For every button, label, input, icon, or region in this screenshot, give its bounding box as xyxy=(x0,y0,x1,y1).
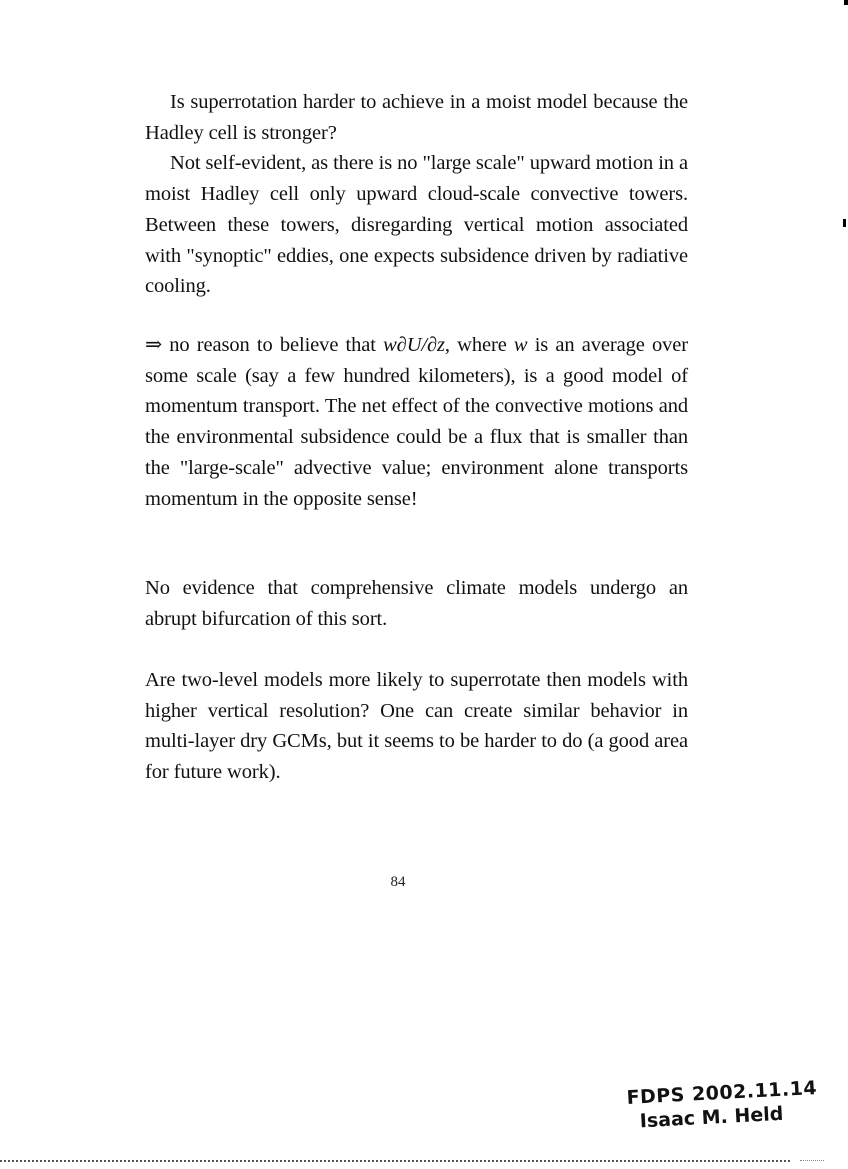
text-run: no reason to believe that xyxy=(162,334,384,356)
scan-mark xyxy=(844,0,848,5)
implication-section xyxy=(145,330,688,514)
implies-arrow-icon: ⇒ xyxy=(145,334,163,356)
text-run: is an average over some scale (say a few hundred kilometers), is a good model of momentum transport. The net effect of the convective motions and the environmental subsidence could be a flux that is smaller than the "large-scale" advective value; environment alone transports momentum in the opposite sense! xyxy=(145,334,688,510)
question-section xyxy=(145,87,688,302)
paragraph-implication xyxy=(145,330,688,514)
math-variable: w xyxy=(513,334,528,356)
paragraph-question: Is superrotation harder to achieve in a moist model because the Hadley cell is stronger? xyxy=(145,91,688,144)
paragraph-evidence: No evidence that comprehensive climate models undergo an abrupt bifurcation of this sort. xyxy=(145,577,688,630)
page-number: 84 xyxy=(390,874,406,890)
text-run: , where xyxy=(444,334,514,356)
paragraph-two-level: Are two-level models more likely to superrotate then models with higher vertical resolution? One can create similar behavior in multi-layer dry GCMs, but it seems to be harder to do (a good area for future work). xyxy=(145,669,688,784)
handwritten-stamp xyxy=(626,1076,819,1134)
stamp-date: FDPS 2002.11.14 xyxy=(626,1077,818,1109)
math-expression: w∂U/∂z xyxy=(383,334,445,356)
bottom-dotted-rule xyxy=(800,1160,824,1161)
stamp-author: Isaac M. Held xyxy=(639,1102,784,1133)
two-level-section xyxy=(145,665,688,788)
bottom-dotted-rule xyxy=(0,1160,790,1162)
paragraph-answer: Not self-evident, as there is no "large scale" upward motion in a moist Hadley cell only upward cloud-scale convective towers. Between these towers, disregarding vertical motion associated with "synoptic" eddies, one expects subsidence driven by radiative cooling. xyxy=(145,152,688,298)
evidence-section xyxy=(145,573,688,634)
scan-mark xyxy=(843,219,846,227)
